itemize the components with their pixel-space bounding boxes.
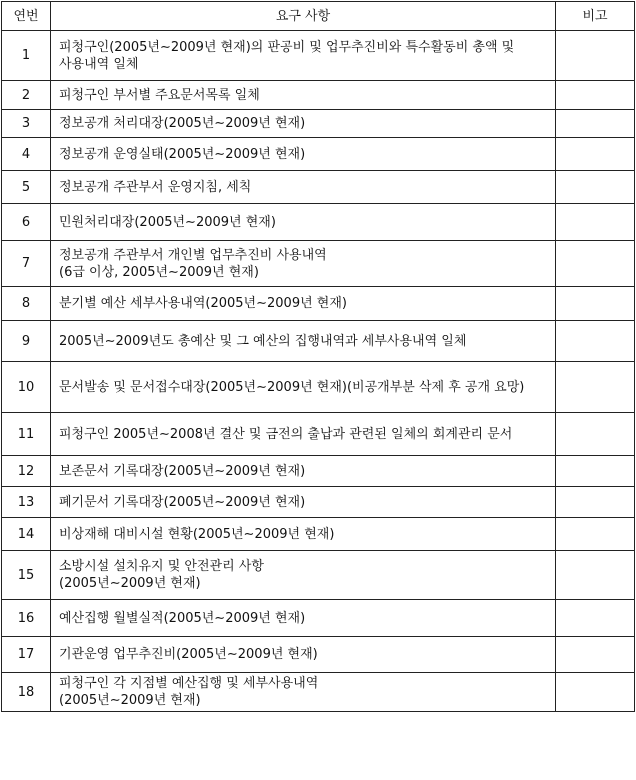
note-cell — [556, 81, 635, 110]
requirement-cell — [51, 637, 556, 673]
table-row — [2, 362, 635, 413]
row-number: 6 — [2, 204, 51, 241]
table-row — [2, 673, 635, 712]
note-cell — [556, 518, 635, 551]
requirement-cell — [51, 551, 556, 600]
note-cell — [556, 171, 635, 204]
row-number: 4 — [2, 138, 51, 171]
row-number: 15 — [2, 551, 51, 600]
requirement-text: 피청구인 부서별 주요문서목록 일체 — [59, 87, 260, 103]
note-cell — [556, 321, 635, 362]
requirement-cell — [51, 204, 556, 241]
requirement-text: 민원처리대장(2005년∼2009년 현재) — [59, 214, 276, 230]
table-row — [2, 321, 635, 362]
row-number: 16 — [2, 600, 51, 637]
requirement-text: (2005년∼2009년 현재) — [59, 576, 201, 591]
requirement-cell — [51, 81, 556, 110]
requirement-text: 비상재해 대비시설 현황(2005년∼2009년 현재) — [59, 526, 335, 542]
requirement-text: 정보공개 주관부서 운영지침, 세칙 — [59, 179, 252, 195]
table-row — [2, 456, 635, 487]
note-cell — [556, 673, 635, 712]
table-row — [2, 204, 635, 241]
requirement-cell — [51, 138, 556, 171]
requirement-text: 분기별 예산 세부사용내역(2005년∼2009년 현재) — [59, 296, 347, 311]
table-row — [2, 81, 635, 110]
requirement-cell — [51, 487, 556, 518]
row-number: 10 — [2, 362, 51, 413]
note-cell — [556, 204, 635, 241]
requirement-cell — [51, 171, 556, 204]
row-number: 7 — [2, 241, 51, 287]
requirement-text: 피청구인 2005년∼2008년 결산 및 금전의 출납과 관련된 일체의 회계관리 문서 — [59, 426, 513, 442]
requirement-text: 정보공개 처리대장(2005년∼2009년 현재) — [59, 116, 306, 131]
requirement-text: 2005년∼2009년도 총예산 및 그 예산의 집행내역과 세부사용내역 일체 — [59, 333, 467, 349]
requirement-cell — [51, 362, 556, 413]
header-requirement: 요구 사항 — [51, 2, 556, 31]
row-number: 18 — [2, 673, 51, 712]
table-row — [2, 551, 635, 600]
note-cell — [556, 138, 635, 171]
requirement-text: 사용내역 일체 — [59, 56, 139, 72]
requirement-cell — [51, 413, 556, 456]
table-row — [2, 413, 635, 456]
requirement-text: 기관운영 업무추진비(2005년∼2009년 현재) — [59, 647, 318, 662]
requirement-text: 문서발송 및 문서접수대장(2005년∼2009년 현재)(비공개부분 삭제 후 공개 요망) — [59, 379, 525, 395]
table-row — [2, 138, 635, 171]
requirements-table — [1, 1, 635, 712]
note-cell — [556, 600, 635, 637]
requirement-text: (6급 이상, 2005년∼2009년 현재) — [59, 264, 259, 280]
table-row — [2, 487, 635, 518]
note-cell — [556, 110, 635, 138]
requirement-text: 소방시설 설치유지 및 안전관리 사항 — [59, 559, 264, 574]
note-cell — [556, 362, 635, 413]
row-number: 14 — [2, 518, 51, 551]
requirement-text: 폐기문서 기록대장(2005년∼2009년 현재) — [59, 494, 306, 510]
table-row — [2, 241, 635, 287]
row-number: 17 — [2, 637, 51, 673]
requirement-text: 정보공개 주관부서 개인별 업무추진비 사용내역 — [59, 247, 327, 263]
row-number: 9 — [2, 321, 51, 362]
requirement-text: 예산집행 월별실적(2005년∼2009년 현재) — [59, 610, 306, 626]
requirement-text: 피청구인 각 지점별 예산집행 및 세부사용내역 — [59, 676, 319, 691]
table-row — [2, 31, 635, 81]
row-number: 12 — [2, 456, 51, 487]
table-row — [2, 518, 635, 551]
note-cell — [556, 456, 635, 487]
row-number: 13 — [2, 487, 51, 518]
header-row — [2, 2, 635, 31]
table-body — [2, 31, 635, 712]
table-row — [2, 600, 635, 637]
row-number: 5 — [2, 171, 51, 204]
requirement-cell — [51, 110, 556, 138]
requirement-text: 피청구인(2005년∼2009년 현재)의 판공비 및 업무추진비와 특수활동비 총액 및 — [59, 39, 515, 55]
table-row — [2, 171, 635, 204]
requirement-text: (2005년∼2009년 현재) — [59, 693, 201, 708]
requirement-cell — [51, 456, 556, 487]
header-note: 비고 — [556, 2, 635, 31]
row-number: 11 — [2, 413, 51, 456]
row-number: 3 — [2, 110, 51, 138]
row-number: 8 — [2, 287, 51, 321]
requirement-cell — [51, 600, 556, 637]
note-cell — [556, 241, 635, 287]
requirement-cell — [51, 321, 556, 362]
table-row — [2, 287, 635, 321]
requirement-cell — [51, 673, 556, 712]
header-no: 연번 — [2, 2, 51, 31]
table-row — [2, 110, 635, 138]
note-cell — [556, 487, 635, 518]
note-cell — [556, 413, 635, 456]
requirement-cell — [51, 287, 556, 321]
requirement-cell — [51, 31, 556, 81]
requirement-text: 보존문서 기록대장(2005년∼2009년 현재) — [59, 463, 306, 479]
note-cell — [556, 551, 635, 600]
requirement-text: 정보공개 운영실태(2005년∼2009년 현재) — [59, 146, 306, 162]
note-cell — [556, 31, 635, 81]
note-cell — [556, 637, 635, 673]
note-cell — [556, 287, 635, 321]
row-number: 2 — [2, 81, 51, 110]
requirement-cell — [51, 518, 556, 551]
table-row — [2, 637, 635, 673]
row-number: 1 — [2, 31, 51, 81]
requirement-cell — [51, 241, 556, 287]
